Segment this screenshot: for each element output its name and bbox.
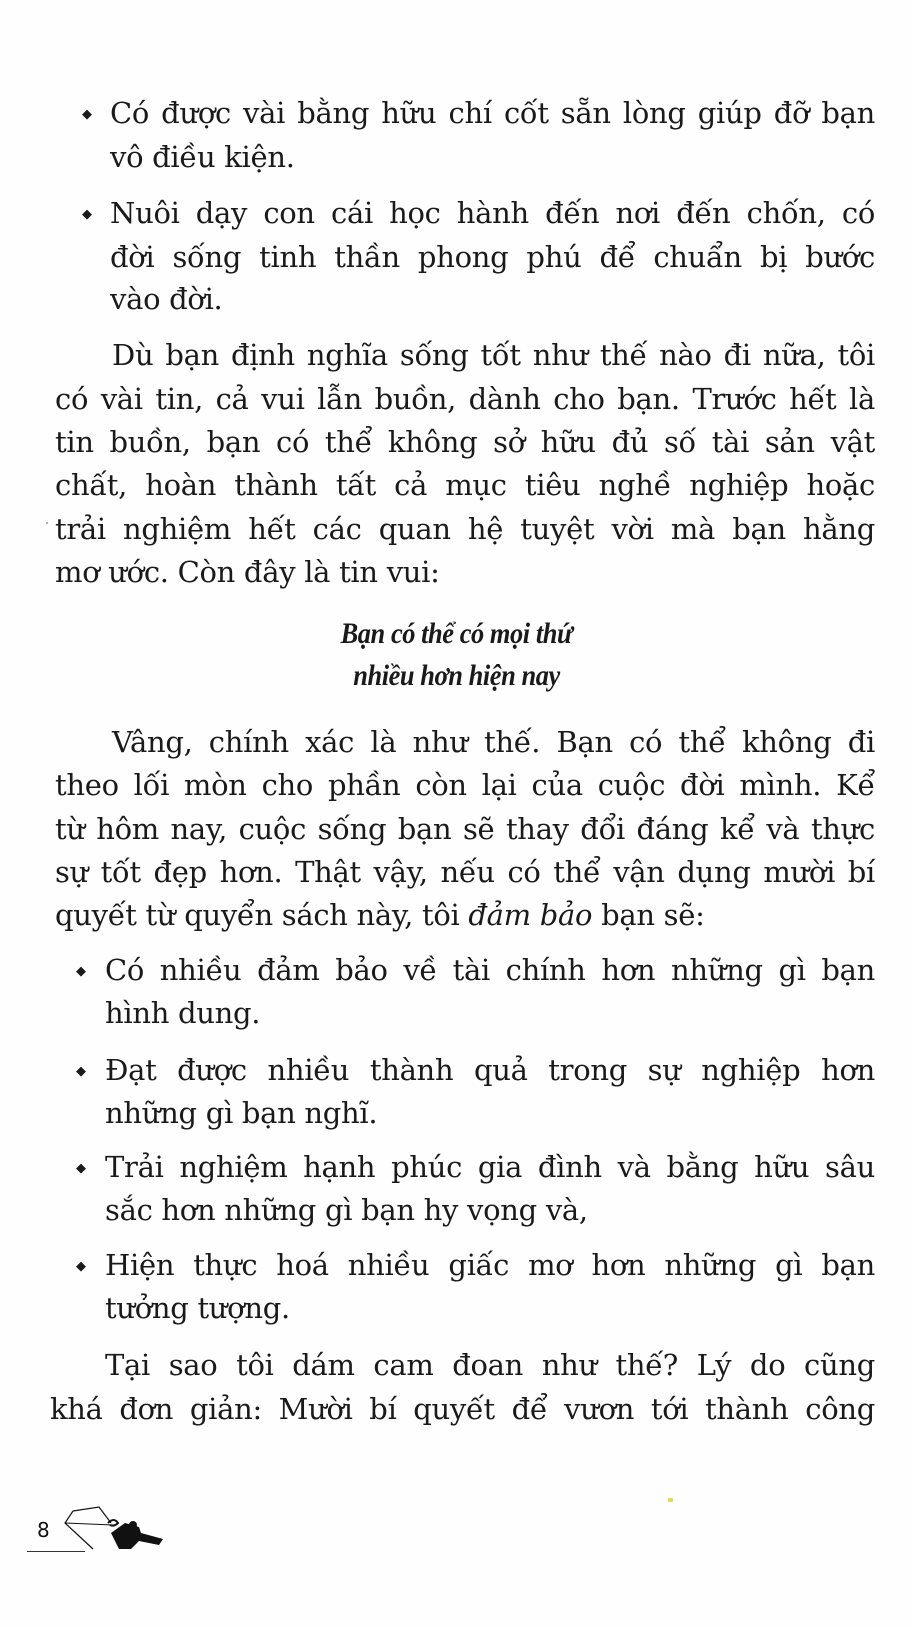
bullet-diamond-icon: ◆ bbox=[82, 207, 92, 222]
paragraph-1-line-2: có vài tin, cả vui lẫn buồn, dành cho bạn. Trước hết là bbox=[55, 382, 875, 416]
bullet-2-line-1: Nuôi dạy con cái học hành đến nơi đến chốn, có bbox=[110, 196, 875, 230]
bullet-1-line-2: vô điều kiện. bbox=[110, 140, 295, 174]
paragraph-3-line-2: khá đơn giản: Mười bí quyết để vươn tới thành công bbox=[50, 1392, 875, 1426]
bullet-diamond-icon: ◆ bbox=[82, 107, 92, 122]
bullet-4-line-1: Đạt được nhiều thành quả trong sự nghiệp hơn bbox=[105, 1053, 875, 1087]
paragraph-1-line-4: chất, hoàn thành tất cả mục tiêu nghề nghiệp hoặc bbox=[55, 468, 875, 502]
paragraph-1-line-6: mơ ước. Còn đây là tin vui: bbox=[55, 555, 440, 589]
archer-ornament-icon bbox=[53, 1505, 163, 1555]
scan-speck bbox=[668, 1498, 673, 1502]
paragraph-1-line-1: Dù bạn định nghĩa sống tốt như thế nào đi nữa, tôi bbox=[112, 338, 875, 372]
bullet-5-line-2: sắc hơn những gì bạn hy vọng và, bbox=[105, 1193, 588, 1227]
page-footer bbox=[25, 1505, 145, 1555]
paragraph-2-line-5 bbox=[55, 898, 705, 932]
scan-speck bbox=[46, 522, 48, 524]
bullet-diamond-icon: ◆ bbox=[76, 964, 86, 979]
bullet-2-line-2: đời sống tinh thần phong phú để chuẩn bị bước bbox=[110, 240, 875, 274]
bullet-diamond-icon: ◆ bbox=[76, 1064, 86, 1079]
section-heading-line-1: Bạn có thể có mọi thứ bbox=[340, 617, 573, 650]
paragraph-2-line-5-start: quyết từ quyển sách này, tôi bbox=[55, 898, 469, 932]
emphasis-guarantee: đảm bảo bbox=[468, 898, 593, 932]
paragraph-2-line-3: từ hôm nay, cuộc sống bạn sẽ thay đổi đáng kể và thực bbox=[55, 812, 875, 846]
bullet-4-line-2: những gì bạn nghĩ. bbox=[105, 1096, 378, 1130]
paragraph-2-line-5-end: bạn sẽ: bbox=[592, 898, 705, 932]
bullet-1-line-1: Có được vài bằng hữu chí cốt sẵn lòng giúp đỡ bạn bbox=[110, 96, 875, 130]
paragraph-1-line-5: trải nghiệm hết các quan hệ tuyệt vời mà bạn hằng bbox=[55, 512, 875, 546]
bullet-6-line-1: Hiện thực hoá nhiều giấc mơ hơn những gì bạn bbox=[105, 1248, 875, 1282]
page-number: 8 bbox=[37, 1518, 50, 1542]
bullet-diamond-icon: ◆ bbox=[76, 1161, 86, 1176]
paragraph-2-line-2: theo lối mòn cho phần còn lại của cuộc đời mình. Kể bbox=[55, 768, 875, 802]
bullet-diamond-icon: ◆ bbox=[76, 1259, 86, 1274]
bullet-3-line-2: hình dung. bbox=[105, 996, 261, 1030]
bullet-5-line-1: Trải nghiệm hạnh phúc gia đình và bằng hữu sâu bbox=[105, 1150, 875, 1184]
bullet-6-line-2: tưởng tượng. bbox=[105, 1291, 290, 1325]
paragraph-2-line-4: sự tốt đẹp hơn. Thật vậy, nếu có thể vận dụng mười bí bbox=[55, 855, 875, 889]
paragraph-3-line-1: Tại sao tôi dám cam đoan như thế? Lý do cũng bbox=[105, 1348, 875, 1382]
bullet-2-line-3: vào đời. bbox=[110, 282, 223, 316]
paragraph-1-line-3: tin buồn, bạn có thể không sở hữu đủ số tài sản vật bbox=[55, 425, 875, 459]
bullet-3-line-1: Có nhiều đảm bảo về tài chính hơn những gì bạn bbox=[105, 953, 875, 987]
paragraph-2-line-1: Vâng, chính xác là như thế. Bạn có thể không đi bbox=[112, 725, 875, 759]
section-heading-line-2: nhiều hơn hiện nay bbox=[353, 659, 560, 692]
